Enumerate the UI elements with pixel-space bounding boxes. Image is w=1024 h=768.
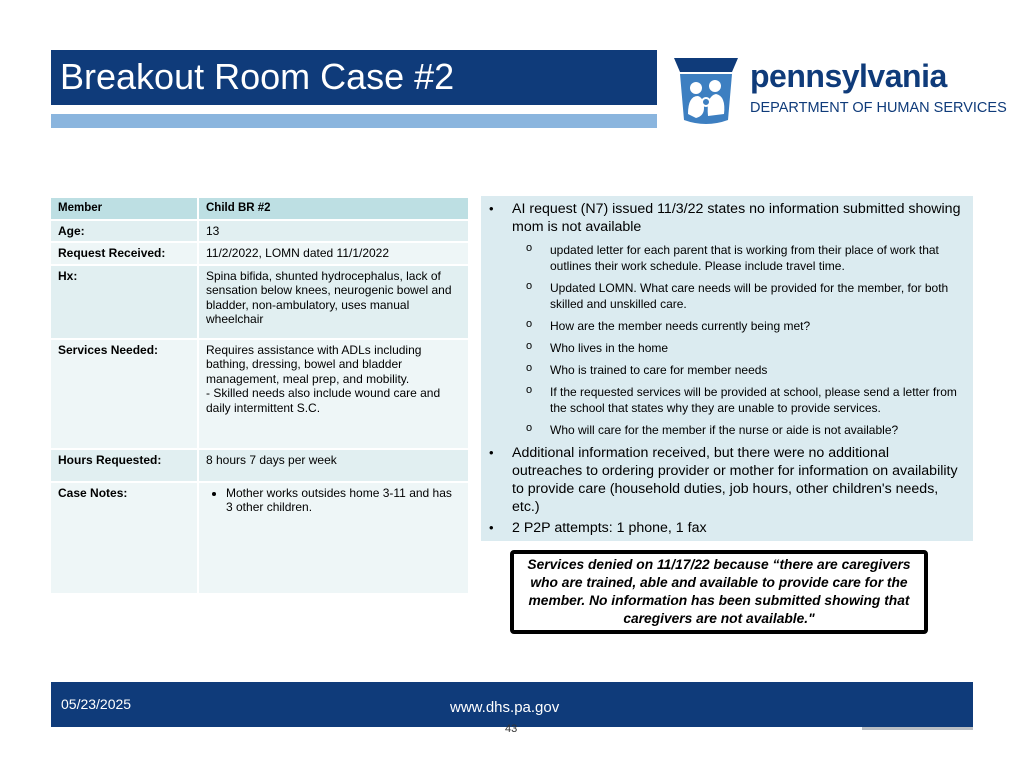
row-value: Spina bifida, shunted hydrocephalus, lack of sensation below knees, neurogenic bowel and bladder, non-ambulatory, uses manual wheelchair: [199, 266, 468, 338]
list-item: [489, 444, 963, 516]
info-list: [481, 196, 973, 537]
table-row: [51, 450, 468, 481]
row-label: Services Needed:: [51, 340, 199, 448]
row-value: [199, 483, 468, 593]
bullet-icon: •: [489, 520, 494, 535]
row-value: [199, 340, 468, 448]
sub-list-item: o Updated LOMN. What care needs will be provided for the member, for both skilled and unskilled care.: [526, 280, 949, 311]
row-label: Member: [51, 198, 199, 219]
row-label: Age:: [51, 221, 199, 242]
services-text-skilled: - Skilled needs also include wound care and daily intermittent S.C.: [206, 386, 441, 415]
circle-bullet-icon: o: [526, 318, 533, 330]
list-item: [489, 519, 963, 537]
table-row: [51, 221, 468, 242]
case-table: [51, 196, 468, 595]
sub-list-item: o updated letter for each parent that is working from their place of work that outlines their work schedule. Please include travel time.: [526, 242, 939, 273]
bullet-icon: •: [489, 445, 494, 460]
list-item: [489, 200, 963, 438]
circle-bullet-icon: o: [526, 422, 533, 434]
row-value: 11/2/2022, LOMN dated 11/1/2022: [199, 243, 468, 264]
row-value: 8 hours 7 days per week: [199, 450, 468, 481]
row-label: Case Notes:: [51, 483, 199, 593]
circle-bullet-icon: o: [526, 280, 533, 292]
row-label: Hours Requested:: [51, 450, 199, 481]
sub-list-item: o How are the member needs currently being met?: [526, 318, 811, 333]
table-row: [51, 340, 468, 448]
services-text: Requires assistance with ADLs including bathing, dressing, bowel and bladder management, meal prep, and mobility.: [206, 342, 422, 386]
table-row: [51, 266, 468, 338]
denial-callout: [510, 550, 928, 634]
circle-bullet-icon: o: [526, 242, 533, 254]
denial-text: Services denied on 11/17/22 because “there are caregivers who are trained, able and available to provide care for the member. No information has been submitted showing that caregivers are not available.": [527, 557, 911, 626]
table-row: [51, 243, 468, 264]
title-bar: [51, 50, 657, 105]
sub-list: [512, 242, 963, 438]
sub-list-item: o Who is trained to care for member needs: [526, 362, 768, 377]
logo-wordmark: pennsylvania: [750, 58, 947, 94]
sub-list-item: o Who lives in the home: [526, 340, 669, 355]
slide-number: 43: [505, 723, 518, 735]
table-row: [51, 198, 468, 219]
pa-dhs-logo: [668, 52, 1008, 126]
row-value: Child BR #2: [199, 198, 468, 219]
sub-list-item: o If the requested services will be provided at school, please send a letter from the school that states why they are unable to provide services.: [526, 384, 957, 415]
bullet-text: 2 P2P attempts: 1 phone, 1 fax: [512, 520, 707, 536]
title-underline: [51, 114, 657, 128]
row-label: Request Received:: [51, 243, 199, 264]
case-notes-list: [206, 486, 461, 515]
bullet-icon: •: [489, 201, 494, 216]
row-value: 13: [199, 221, 468, 242]
page-title: Breakout Room Case #2: [60, 56, 455, 97]
list-item: • Mother works outsides home 3-11 and has 3 other children.: [226, 486, 461, 515]
bullet-text: Additional information received, but there were no additional outreaches to ordering provider or mother for information on availability to provide care (household duties, job hours, other children's needs, etc.): [512, 445, 958, 515]
circle-bullet-icon: o: [526, 340, 533, 352]
row-label: Hx:: [51, 266, 199, 338]
circle-bullet-icon: o: [526, 384, 533, 396]
footer-date: 05/23/2025: [61, 696, 132, 712]
logo-department: DEPARTMENT OF HUMAN SERVICES: [750, 100, 1007, 116]
bullet-text: AI request (N7) issued 11/3/22 states no information submitted showing mom is not available: [512, 201, 961, 235]
table-row: [51, 483, 468, 593]
sub-list-item: o Who will care for the member if the nurse or aide is not available?: [526, 422, 899, 437]
footer-url[interactable]: www.dhs.pa.gov: [450, 699, 560, 716]
circle-bullet-icon: o: [526, 362, 533, 374]
footer-shadow: [862, 727, 973, 730]
keystone-family-icon: [670, 54, 742, 126]
footer-bar: [51, 682, 973, 727]
info-panel: [481, 196, 973, 541]
